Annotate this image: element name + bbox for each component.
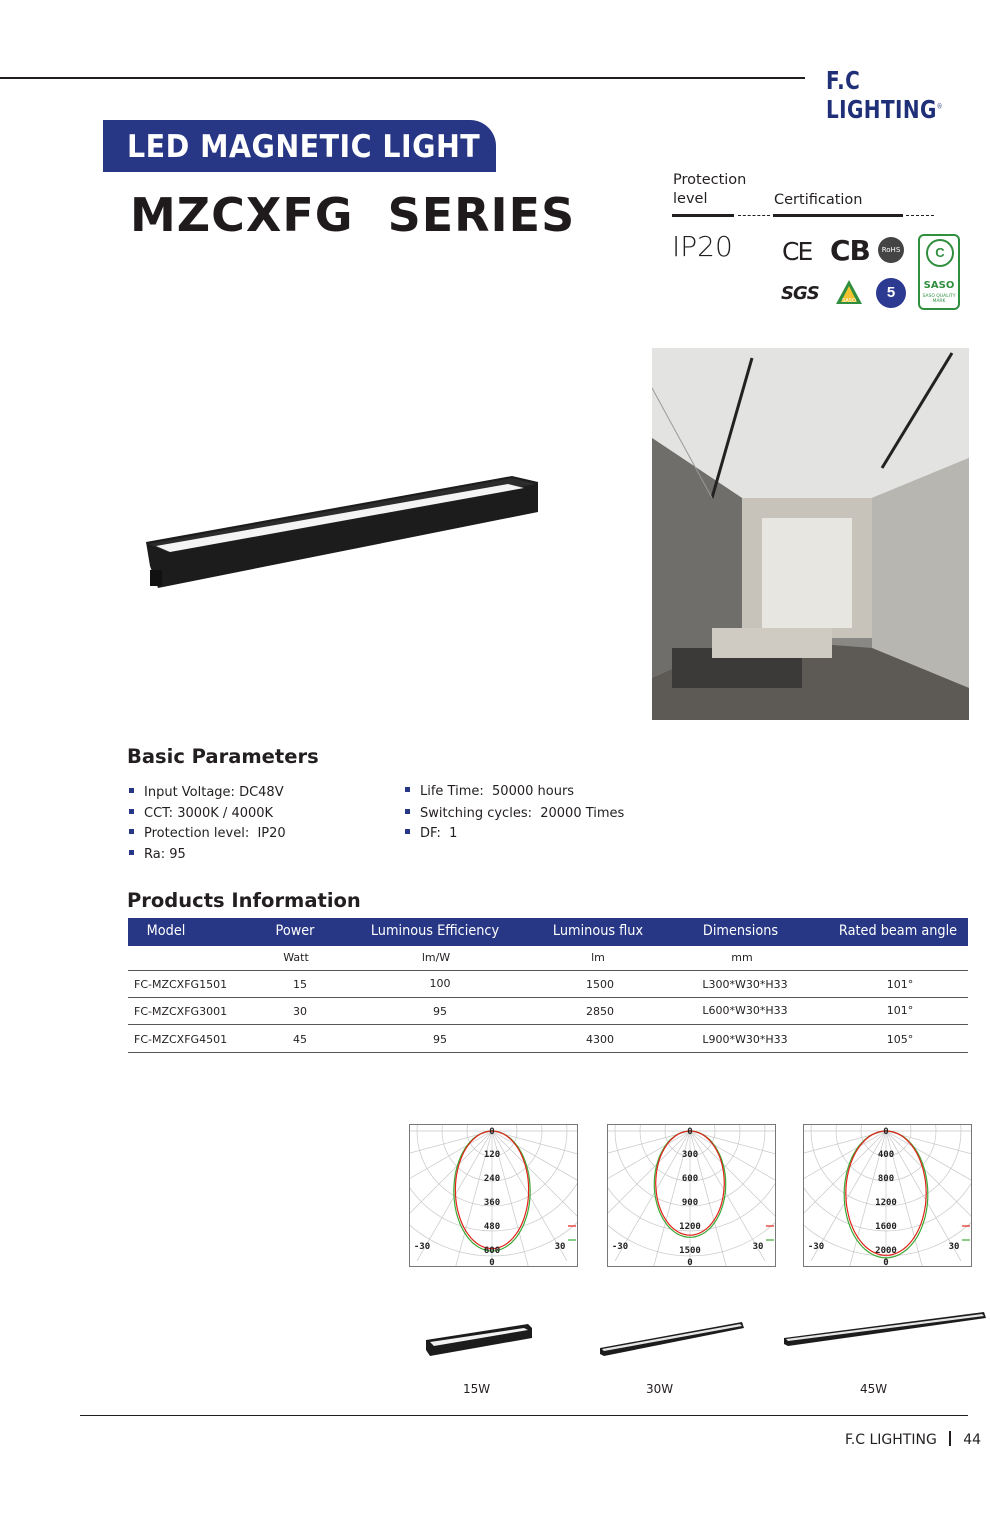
certification-label: Certification: [774, 192, 863, 208]
footer: [845, 1431, 981, 1448]
certification-rule: [773, 214, 903, 217]
saso-g-mark-icon: C SASO SASO QUALITY MARK: [918, 234, 960, 310]
cell-dimensions: L300*W30*H33: [702, 978, 788, 991]
col-luminous-efficiency: Luminous Efficiency: [370, 923, 500, 939]
category-title: LED MAGNETIC LIGHT: [127, 129, 481, 165]
protection-label: Protection level: [673, 172, 747, 207]
bullet-icon: [129, 850, 134, 855]
grid-spoke: [886, 1131, 971, 1170]
col-power: Power: [275, 923, 315, 939]
ring-label: 1600: [875, 1222, 897, 1232]
cell-efficiency: 95: [433, 1005, 447, 1018]
cell-model: FC-MZCXFG3001: [134, 1005, 228, 1018]
cell-flux: 4300: [586, 1033, 614, 1046]
param-ra: Ra: 95: [129, 847, 186, 862]
sgs-mark-icon: SGS: [781, 283, 819, 304]
bullet-icon: [129, 788, 134, 793]
room-scene-photo: [652, 348, 969, 720]
angle-right-label: 30: [554, 1242, 566, 1252]
param-cct: CCT: 3000K / 4000K: [129, 806, 273, 821]
footer-separator: [949, 1431, 951, 1446]
param-input-voltage: Input Voltage: DC48V: [129, 785, 284, 800]
ring-label: 1200: [875, 1198, 897, 1208]
table-header: [128, 918, 968, 946]
angle-left-label: -30: [413, 1242, 431, 1252]
cell-beam-angle: 105°: [886, 1033, 914, 1046]
ring-label: 600: [483, 1246, 501, 1256]
col-dimensions: Dimensions: [702, 923, 779, 939]
brand-logo: F.C LIGHTING®: [826, 66, 943, 124]
cell-efficiency: 100: [429, 977, 451, 990]
cell-dimensions: L600*W30*H33: [702, 1004, 788, 1017]
ring-label: 120: [483, 1150, 501, 1160]
row-divider: [128, 997, 968, 998]
variant-30w-label: 30W: [646, 1382, 674, 1396]
product-image: [140, 470, 550, 610]
bullet-icon: [405, 809, 410, 814]
param-df: DF: 1: [405, 826, 457, 841]
ce-mark-icon: CE: [782, 237, 812, 266]
ring-label: 2000: [875, 1246, 897, 1256]
cell-efficiency: 95: [433, 1033, 447, 1046]
ring-label: 400: [877, 1150, 895, 1160]
footer-rule: [80, 1415, 968, 1416]
variant-15w-image: [424, 1322, 534, 1362]
col-beam-angle: Rated beam angle: [838, 923, 958, 939]
param-protection-level: Protection level: IP20: [129, 826, 286, 841]
category-tab: [103, 120, 496, 172]
unit-flux: lm: [591, 951, 605, 964]
ring-label: 600: [681, 1174, 699, 1184]
bullet-icon: [405, 829, 410, 834]
cell-power: 30: [293, 1005, 307, 1018]
row-divider: [128, 1024, 968, 1025]
protection-rule: [672, 214, 734, 217]
grid-spoke: [804, 1131, 886, 1170]
unit-dimensions: mm: [731, 951, 753, 964]
cell-beam-angle: 101°: [886, 1004, 914, 1017]
col-model: Model: [146, 923, 186, 939]
cell-beam-angle: 101°: [886, 978, 914, 991]
warranty-5-years-icon: 5: [876, 278, 906, 308]
ring-label: 480: [483, 1222, 501, 1232]
cell-model: FC-MZCXFG4501: [134, 1033, 228, 1046]
angle-left-label: -30: [807, 1242, 825, 1252]
polar-chart-30w: [607, 1124, 776, 1267]
cell-flux: 2850: [586, 1005, 614, 1018]
param-life-time: Life Time: 50000 hours: [405, 784, 574, 799]
col-luminous-flux: Luminous flux: [552, 923, 644, 939]
variant-45w-image: [782, 1310, 988, 1350]
protection-value: IP20: [672, 230, 733, 263]
ring-label: 900: [681, 1198, 699, 1208]
footer-brand: F.C LIGHTING: [845, 1432, 937, 1448]
ring-label: 1500: [679, 1246, 701, 1256]
ring-label: 800: [877, 1174, 895, 1184]
chart-top-label: 0: [489, 1127, 495, 1137]
grid-spoke: [410, 1131, 492, 1237]
cell-model: FC-MZCXFG1501: [134, 978, 228, 991]
variant-45w-label: 45W: [860, 1382, 888, 1396]
products-information-title: Products Information: [127, 889, 361, 912]
ring-label: 1200: [679, 1222, 701, 1232]
chart-top-label: 0: [883, 1127, 889, 1137]
chart-bottom-label: 0: [687, 1258, 693, 1266]
ring-label: 240: [483, 1174, 501, 1184]
series-title: MZCXFG SERIES: [130, 188, 576, 242]
grid-spoke: [492, 1131, 577, 1170]
angle-right-label: 30: [948, 1242, 960, 1252]
cb-mark-icon: CB: [830, 234, 870, 267]
protection-dash: [738, 215, 770, 216]
saso-triangle-icon: [834, 278, 864, 306]
certification-dash: [906, 215, 934, 216]
svg-text:SASO: SASO: [842, 298, 856, 304]
chart-bottom-label: 0: [489, 1258, 495, 1266]
bullet-icon: [405, 787, 410, 792]
unit-power: Watt: [283, 951, 309, 964]
row-divider: [128, 1052, 968, 1053]
polar-chart-15w: [409, 1124, 578, 1267]
cell-power: 15: [293, 978, 307, 991]
bullet-icon: [129, 829, 134, 834]
variant-30w-image: [598, 1318, 746, 1360]
bullet-icon: [129, 809, 134, 814]
cell-dimensions: L900*W30*H33: [702, 1033, 788, 1046]
grid-spoke: [690, 1131, 775, 1170]
ring-label: 300: [681, 1150, 699, 1160]
angle-right-label: 30: [752, 1242, 764, 1252]
angle-left-label: -30: [611, 1242, 629, 1252]
polar-chart-45w: [803, 1124, 972, 1267]
grid-spoke: [608, 1131, 690, 1170]
cell-flux: 1500: [586, 978, 614, 991]
row-divider: [128, 970, 968, 971]
basic-parameters-title: Basic Parameters: [127, 745, 319, 768]
ring-label: 360: [483, 1198, 501, 1208]
header-rule: [0, 77, 805, 79]
grid-spoke: [608, 1131, 690, 1237]
rohs-badge-icon: RoHS: [878, 237, 904, 263]
page-number: 44: [963, 1432, 982, 1448]
variant-15w-label: 15W: [463, 1382, 491, 1396]
unit-efficiency: lm/W: [421, 951, 451, 964]
param-switching-cycles: Switching cycles: 20000 Times: [405, 806, 624, 821]
grid-spoke: [410, 1131, 492, 1170]
cell-power: 45: [293, 1033, 307, 1046]
chart-bottom-label: 0: [883, 1258, 889, 1266]
chart-top-label: 0: [687, 1127, 693, 1137]
